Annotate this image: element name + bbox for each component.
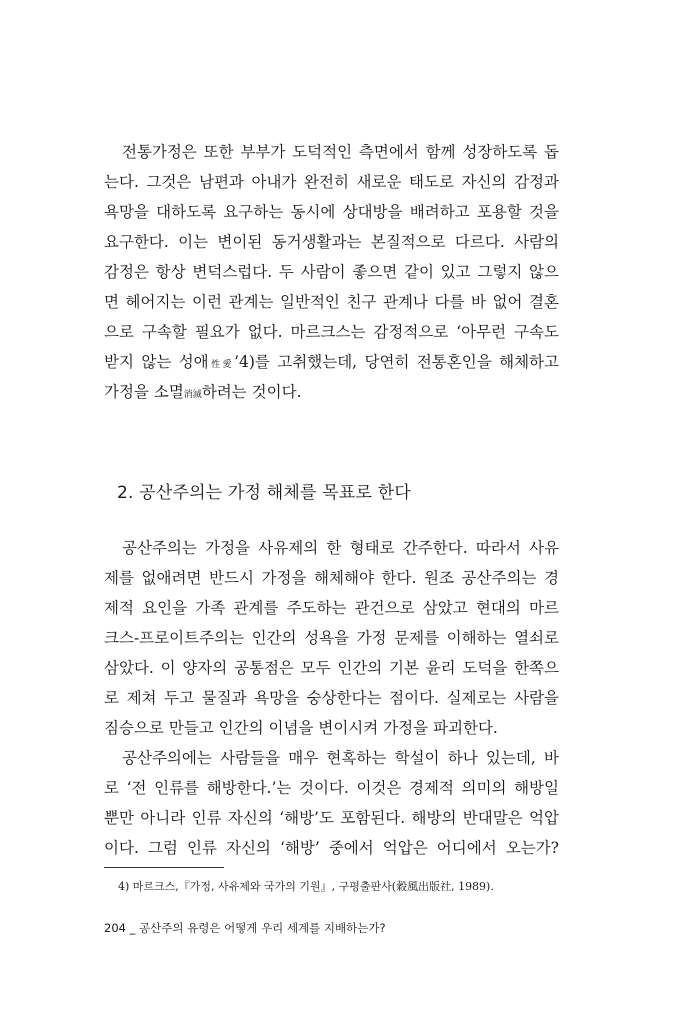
text-segment: 받지 않는 성애 (104, 353, 209, 371)
text-line: 짐승으로 만들고 인간의 이념을 변이시켜 가정을 파괴한다. (104, 719, 498, 737)
text-line: 로 제쳐 두고 물질과 욕망을 숭상한다는 점이다. 실제로는 사람을 (104, 689, 559, 707)
hanja-annotation: 消滅 (183, 390, 202, 400)
section-heading: 2. 공산주의는 가정 해체를 목표로 한다 (117, 483, 411, 503)
text-segment: 가정을 소멸 (104, 383, 184, 401)
text-line: 는다. 그것은 남편과 아내가 완전히 새로운 태도로 자신의 감정과 (104, 173, 559, 191)
text-line: 요구한다. 이는 변이된 동거생활과는 본질적으로 다르다. 사람의 (104, 233, 559, 251)
text-line: 제적 요인을 가족 관계를 주도하는 관건으로 삼았고 현대의 마르 (104, 599, 559, 617)
text-line: 으로 구속할 필요가 없다. 마르크스는 감정적으로 ‘아무런 구속도 (104, 323, 559, 341)
text-line: 공산주의에는 사람들을 매우 현혹하는 학설이 하나 있는데, 바 (122, 749, 559, 767)
hanja-annotation: 性愛 (208, 360, 235, 370)
paragraph-liberation (104, 743, 559, 863)
text-line: 면 헤어지는 이런 관계는 일반적인 친구 관계나 다를 바 없어 결혼 (104, 293, 559, 311)
text-line (104, 347, 559, 377)
footnote-divider (104, 867, 224, 868)
paragraph-traditional-family (104, 137, 559, 407)
text-segment: 하려는 것이다. (201, 383, 302, 401)
text-line: 욕망을 대하도록 요구하는 동시에 상대방을 배려하고 포용할 것을 (104, 203, 559, 221)
text-line: 이다. 그럼 인류 자신의 ‘해방’ 중에서 억압은 어디에서 오는가? (104, 839, 559, 857)
text-line: 로 ‘전 인류를 해방한다.’는 것이다. 이것은 경제적 의미의 해방일 (104, 779, 559, 797)
text-line: 제를 없애려면 반드시 가정을 해체해야 한다. 원조 공산주의는 경 (104, 569, 559, 587)
page-footer: 204 _ 공산주의 유령은 어떻게 우리 세계를 지배하는가? (104, 921, 386, 935)
text-line: 크스-프로이트주의는 인간의 성욕을 가정 문제를 이해하는 열쇠로 (104, 629, 559, 647)
text-line: 공산주의는 가정을 사유제의 한 형태로 간주한다. 따라서 사유 (122, 539, 559, 557)
text-segment: ’4)를 고취했는데, 당연히 전통혼인을 해체하고 (234, 353, 559, 371)
text-line (104, 377, 559, 407)
paragraph-communism-family (104, 533, 559, 743)
footnote: 4) 마르크스,『가정, 사유제와 국가의 기원』, 구평출판사(穀風出版社, 1989). (118, 880, 494, 893)
text-line: 전통가정은 또한 부부가 도덕적인 측면에서 함께 성장하도록 돕 (122, 143, 559, 161)
text-line: 감정은 항상 변덕스럽다. 두 사람이 좋으면 같이 있고 그렇지 않으 (104, 263, 559, 281)
text-line: 삼았다. 이 양자의 공통점은 모두 인간의 기본 윤리 도덕을 한쪽으 (104, 659, 559, 677)
text-line: 뿐만 아니라 인류 자신의 ‘해방’도 포함된다. 해방의 반대말은 억압 (104, 809, 559, 827)
